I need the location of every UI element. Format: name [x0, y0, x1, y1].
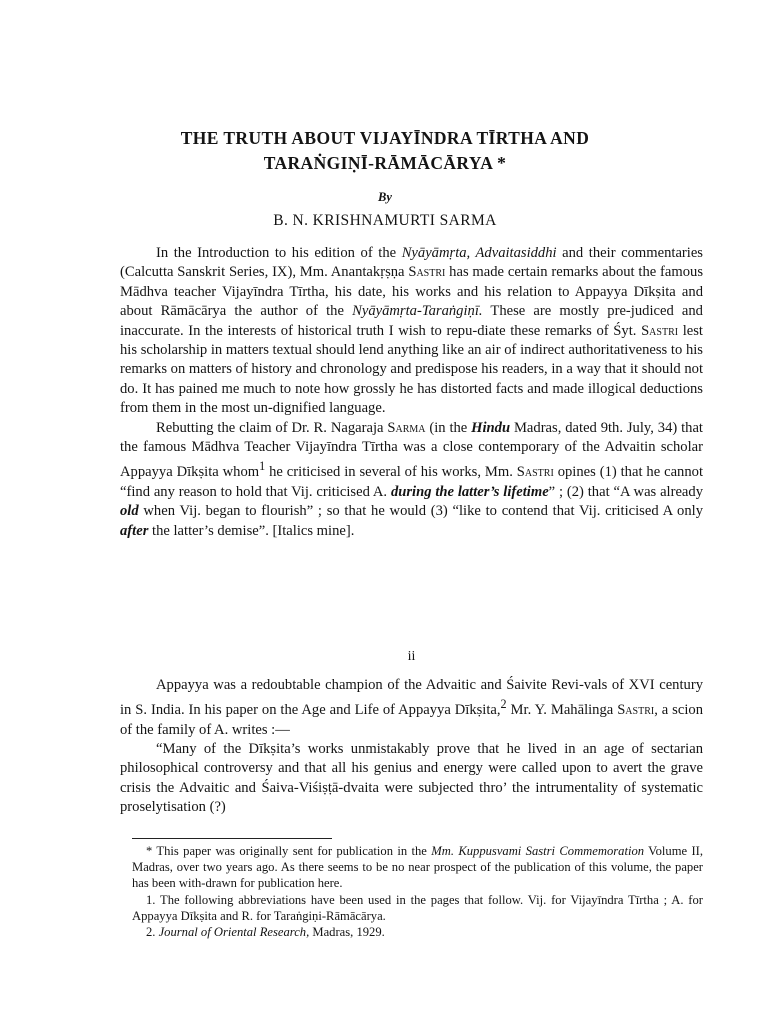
text-run: These are mostly pre-judiced and inaccurate. In the interests of historical truth I wish to repu-diate these remarks of Śyt. — [120, 303, 703, 339]
paragraph-2 — [120, 419, 703, 541]
body-text-part-2 — [120, 676, 703, 818]
text-run: , a scion of the family of A. writes :— — [120, 702, 703, 738]
small-caps-run: Sastri — [641, 322, 679, 339]
paragraph-3 — [120, 676, 703, 740]
small-caps-run: Sarma — [387, 419, 426, 436]
footnotes — [132, 843, 703, 940]
text-run: Rebutting the claim of Dr. R. Nagaraja — [156, 419, 388, 436]
italic-run: Mm. Kuppusvami Sastri Commemoration — [431, 844, 645, 858]
text-run: Madras, 1929. — [309, 925, 385, 940]
text-run: * This paper was originally sent for publication in the — [146, 844, 432, 858]
text-run: 2. — [146, 925, 159, 940]
text-run: has made certain remarks about the famous Mādhva teacher Vijayīndra Tīrtha, his date, his works and his relation to Appayya Dīkṣita and about Rāmācārya the author of the — [120, 264, 704, 320]
italic-run: Journal of Oriental Research, — [158, 925, 310, 940]
text-run: and their commentaries (Calcutta Sanskrit Series, IX), Mm. Anantakṛṣṇa — [120, 245, 703, 281]
italic-run: Nyāyāmṛta, Advaitasiddhi — [401, 245, 557, 261]
italic-bold-run: old — [120, 503, 139, 520]
text-run: (in the — [425, 419, 472, 436]
italic-bold-run: after — [120, 522, 149, 539]
small-caps-run: Sastri — [617, 702, 655, 719]
text-run: Appayya was a redoubtable champion of the Advaitic and Śaivite Revi-vals of XVI century in S. India. In his paper on the Age and Life of Appayya Dīkṣita, — [120, 677, 703, 719]
paragraph-4-quote: “Many of the Dīkṣita’s works unmistakably prove that he lived in an age of sectarian philosophical controversy and that all his genius and energy were called upon to avert the grave crisis the Advaitic and Śaiva-Viśiṣṭā-dvaita were subjected thro’ the intrumentality of systematic proselytisation (?) — [120, 741, 703, 816]
footnote-1: 1. The following abbreviations have been used in the pages that follow. Vij. for Vijayīndra Tīrtha ; A. for Appayya Dīkṣita and R. for Taraṅgiṇi-Rāmācārya. — [132, 892, 703, 923]
text-run: ” ; (2) that “A was already — [548, 483, 704, 500]
author-name: B. N. KRISHNAMURTI SARMA — [273, 212, 497, 229]
paragraph-1 — [120, 244, 703, 419]
italic-run: Nyāyāmṛta-Taraṅgiṇī. — [352, 303, 483, 320]
text-run: Madras, dated 9th. July, 34) that the famous Mādhva Teacher Vijayīndra Tīrtha was a close contemporary of the Advaitin scholar Appayya Dīkṣita whom — [120, 419, 703, 481]
article-title-line-2: TARAṄGIṆĪ-RĀMĀCĀRYA * — [263, 153, 507, 173]
text-run: lest his scholarship in matters textual should lend anything like an air of indirect authoritativeness to his remarks on matters of history and chronology and predispose his readers, in a way that it should not do. It has pained me much to note how grossly he has distorted facts and made illogical deductions from them in the most un-dignified language. — [120, 322, 703, 417]
byline: By — [378, 190, 392, 204]
text-run: Mr. Y. Mahālinga — [506, 702, 618, 719]
text-run: he criticised in several of his works, Mm. — [265, 464, 517, 481]
footnote-ref-1: 1 — [259, 459, 266, 474]
text-run: opines (1) that he cannot “find any reason to hold that Vij. criticised A. — [120, 464, 703, 500]
italic-bold-run: Hindu — [471, 419, 511, 436]
section-number: ii — [407, 649, 416, 664]
text-run: In the Introduction to his edition of the — [156, 245, 402, 261]
text-run: Volume II, Madras, over two years ago. As there seems to be no near prospect of the publication of this volume, the paper has been with-drawn for publication here. — [132, 844, 703, 891]
footnote-2 — [132, 924, 703, 940]
italic-bold-run: during the latter’s lifetime — [390, 483, 549, 500]
small-caps-run: Sastri — [516, 464, 554, 481]
footnote-ref-2: 2 — [500, 697, 507, 712]
body-text-part-1 — [120, 244, 703, 541]
footnote-star — [132, 843, 703, 892]
text-run: the latter’s demise”. [Italics mine]. — [148, 522, 355, 539]
article-title-line-1: THE TRUTH ABOUT VIJAYĪNDRA TĪRTHA AND — [180, 128, 590, 148]
footnote-divider — [132, 838, 332, 839]
small-caps-run: Sastri — [408, 264, 446, 281]
text-run: when Vij. began to flourish” ; so that he would (3) “like to contend that Vij. criticised A only — [138, 503, 703, 520]
